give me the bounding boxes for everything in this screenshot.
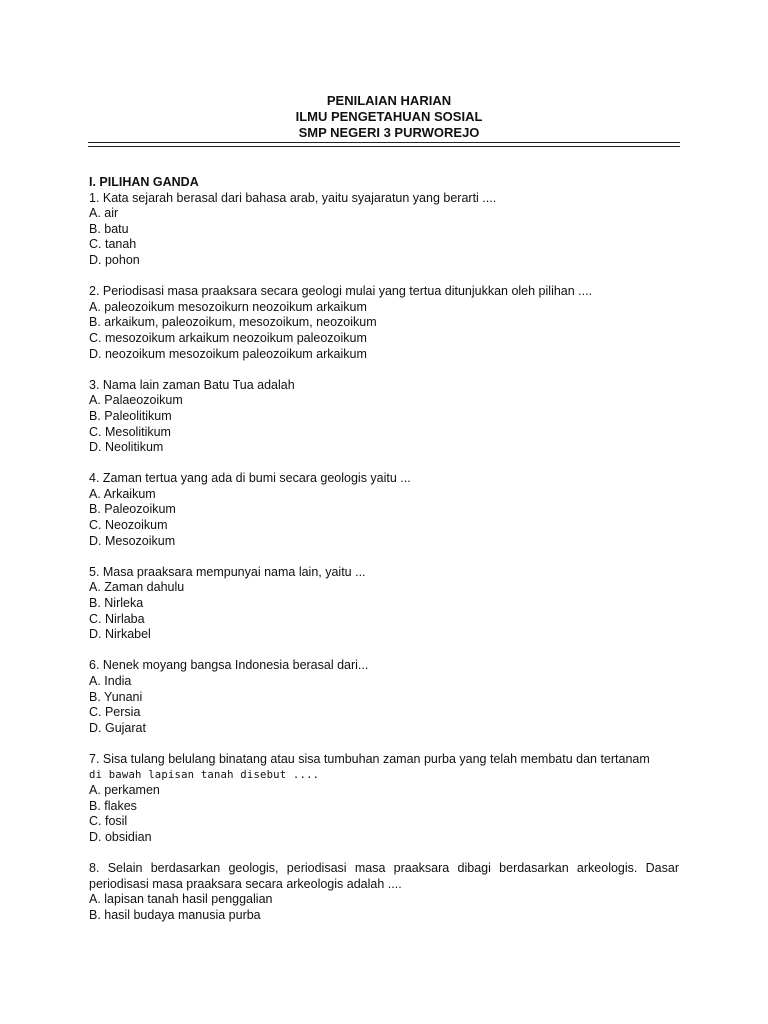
option-b: B. Yunani [89,689,143,704]
header-divider-top [88,142,680,143]
header-title: PENILAIAN HARIAN [326,93,452,108]
option-d: D. Neolitikum [89,440,164,455]
option-d: D. pohon [89,252,140,267]
question-6 [89,658,679,736]
question-4 [89,471,679,549]
question-text: 5. Masa praaksara mempunyai nama lain, yaitu ... [89,564,366,579]
question-text: 3. Nama lain zaman Batu Tua adalah [89,377,295,392]
question-text: 1. Kata sejarah berasal dari bahasa arab, yaitu syajaratun yang berarti .... [89,190,497,205]
option-b: B. arkaikum, paleozoikum, mesozoikum, neozoikum [89,315,377,330]
question-text: 7. Sisa tulang belulang binatang atau sisa tumbuhan zaman purba yang telah membatu dan tertanam [89,751,650,766]
option-a: A. perkamen [89,783,160,798]
option-b: B. flakes [89,798,137,813]
section-title: I. PILIHAN GANDA [89,175,199,189]
option-a: A. Palaeozoikum [89,393,183,408]
header-subject: ILMU PENGETAHUAN SOSIAL [295,109,483,124]
question-8 [89,861,679,923]
header-school: SMP NEGERI 3 PURWOREJO [298,125,480,140]
option-b: B. Paleozoikum [89,502,176,517]
question-text: 2. Periodisasi masa praaksara secara geologi mulai yang tertua ditunjukkan oleh pilihan .... [89,284,593,299]
option-d: D. Mesozoikum [89,533,176,548]
question-text: 4. Zaman tertua yang ada di bumi secara geologis yaitu ... [89,471,411,486]
question-list [89,175,679,939]
option-d: D. obsidian [89,829,152,844]
option-a: A. paleozoikum mesozoikurn neozoikum arkaikum [89,299,367,314]
option-b: B. batu [89,221,129,236]
question-2 [89,284,679,362]
option-c: C. mesozoikum arkaikum neozoikum paleozoikum [89,330,367,345]
question-text: 8. Selain berdasarkan geologis, periodisasi masa praaksara dibagi berdasarkan arkeologis. Dasar periodisasi masa praaksara secara arkeologis adalah .... [89,861,679,891]
option-c: C. Mesolitikum [89,424,171,439]
option-a: A. air [89,206,119,221]
option-d: D. neozoikum mesozoikum paleozoikum arkaikum [89,346,367,361]
question-text: 6. Nenek moyang bangsa Indonesia berasal dari... [89,658,369,673]
option-d: D. Nirkabel [89,627,151,642]
option-c: C. Persia [89,705,141,720]
option-d: D. Gujarat [89,720,146,735]
option-c: C. tanah [89,237,137,252]
question-1 [89,191,679,269]
option-b: B. Nirleka [89,596,144,611]
option-a: A. lapisan tanah hasil penggalian [89,892,273,907]
document-header [0,93,768,141]
option-a: A. India [89,674,132,688]
option-a: A. Arkaikum [89,486,156,501]
question-text-continued: di bawah lapisan tanah disebut .... [89,768,320,781]
option-a: A. Zaman dahulu [89,580,185,595]
option-b: B. hasil budaya manusia purba [89,907,261,922]
option-c: C. Nirlaba [89,611,145,626]
question-7 [89,752,679,846]
question-5 [89,565,679,643]
option-b: B. Paleolitikum [89,408,172,423]
header-divider-bottom [88,146,680,147]
option-c: C. Neozoikum [89,518,168,533]
option-c: C. fosil [89,814,128,829]
question-3 [89,378,679,456]
